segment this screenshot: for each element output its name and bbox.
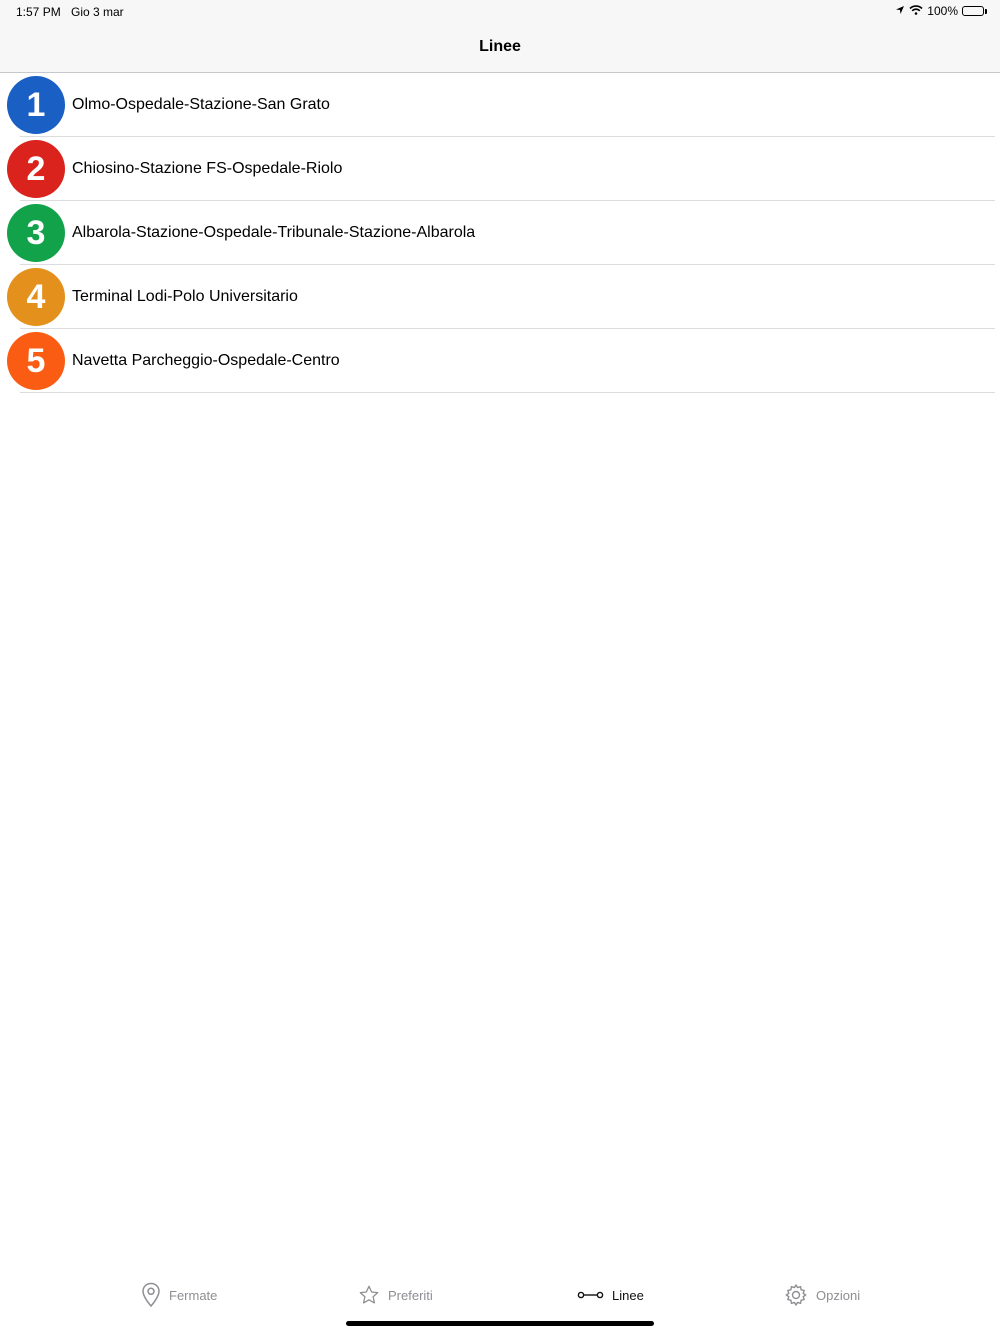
page-title: Linee: [479, 38, 521, 55]
status-right: [895, 4, 984, 18]
line-number-badge: 5: [7, 332, 65, 390]
line-name: Terminal Lodi-Polo Universitario: [72, 288, 298, 305]
gear-icon: [784, 1283, 808, 1307]
line-number-badge: 2: [7, 140, 65, 198]
home-indicator[interactable]: [346, 1321, 654, 1326]
line-number-badge: 3: [7, 204, 65, 262]
tab-linee[interactable]: [577, 1262, 644, 1328]
line-row-1[interactable]: [0, 73, 1000, 137]
line-name: Albarola-Stazione-Ospedale-Tribunale-Stazione-Albarola: [72, 224, 476, 241]
status-bar: [0, 0, 1000, 24]
line-row-3[interactable]: [0, 201, 1000, 265]
tab-preferiti[interactable]: [358, 1262, 433, 1328]
star-icon: [358, 1284, 380, 1306]
battery-percent: 100%: [927, 4, 958, 18]
tab-label: Linee: [612, 1287, 644, 1303]
line-row-4[interactable]: [0, 265, 1000, 329]
tab-fermate[interactable]: [141, 1262, 217, 1328]
tab-label: Preferiti: [388, 1287, 433, 1303]
lines-list: [0, 73, 1000, 393]
line-row-2[interactable]: [0, 137, 1000, 201]
map-pin-icon: [141, 1282, 161, 1308]
line-row-5[interactable]: [0, 329, 1000, 393]
line-name: Olmo-Ospedale-Stazione-San Grato: [72, 96, 330, 113]
line-number-badge: 1: [7, 76, 65, 134]
line-name: Navetta Parcheggio-Ospedale-Centro: [72, 352, 340, 369]
tab-label: Opzioni: [816, 1287, 861, 1303]
status-time: 1:57 PM: [16, 5, 61, 19]
location-arrow-icon: [895, 4, 905, 18]
tab-opzioni[interactable]: [784, 1262, 860, 1328]
line-name: Chiosino-Stazione FS-Ospedale-Riolo: [72, 160, 343, 177]
line-number-badge: 4: [7, 268, 65, 326]
navigation-bar: [0, 0, 1000, 73]
status-date: Gio 3 mar: [71, 5, 124, 19]
tab-label: Fermate: [169, 1287, 218, 1303]
wifi-icon: [909, 4, 923, 18]
route-line-icon: [577, 1290, 604, 1300]
battery-icon: [962, 6, 984, 16]
